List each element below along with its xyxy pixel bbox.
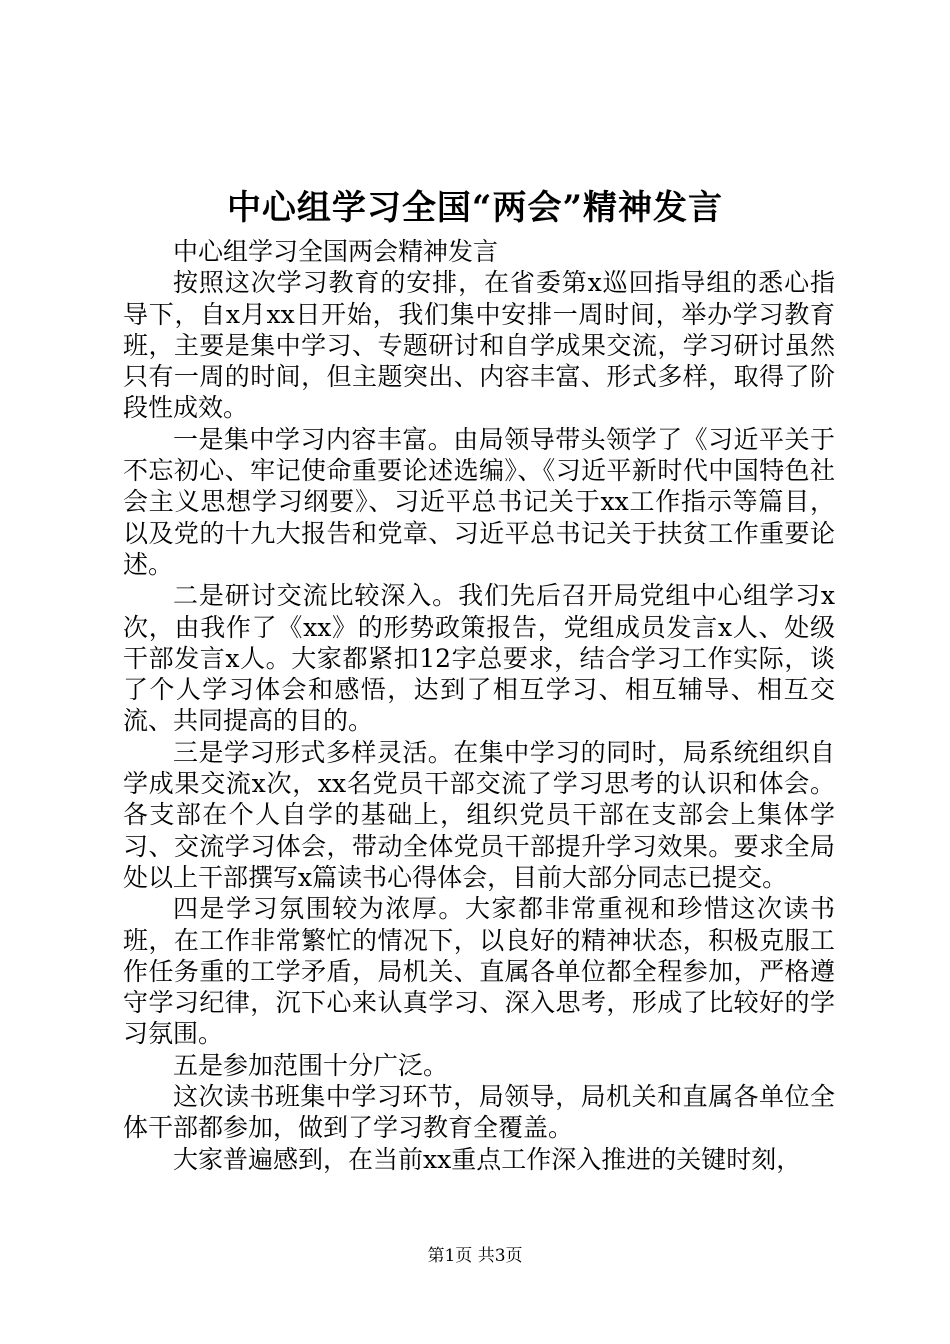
- paragraph-point-2: 二是研讨交流比较深入。我们先后召开局党组中心组学习x次，由我作了《xx》的形势政策报告，党组成员发言x人、处级干部发言x人。大家都紧扣12字总要求，结合学习工作实际，谈了个人学习体会和感悟，达到了相互学习、相互辅导、相互交流、共同提高的目的。: [123, 581, 835, 736]
- paragraph-conclusion-start: 大家普遍感到，在当前xx重点工作深入推进的关键时刻，: [173, 1144, 802, 1174]
- paragraph-point-3: 三是学习形式多样灵活。在集中学习的同时，局系统组织自学成果交流x次，xx名党员干部交流了学习思考的认识和体会。各支部在个人自学的基础上，组织党员干部在支部会上集体学习、交流学习体会，带动全体党员干部提升学习效果。要求全局处以上干部撰写x篇读书心得体会，目前大部分同志已提交。: [123, 737, 835, 892]
- paragraph-intro: 按照这次学习教育的安排，在省委第x巡回指导组的悉心指导下，自x月xx日开始，我们集中安排一周时间，举办学习教育班，主要是集中学习、专题研讨和自学成果交流，学习研讨虽然只有一周的时间，但主题突出、内容丰富、形式多样，取得了阶段性成效。: [123, 268, 835, 423]
- paragraph-coverage: 这次读书班集中学习环节，局领导，局机关和直属各单位全体干部都参加，做到了学习教育全覆盖。: [123, 1082, 835, 1143]
- paragraph-point-4: 四是学习氛围较为浓厚。大家都非常重视和珍惜这次读书班，在工作非常繁忙的情况下，以良好的精神状态，积极克服工作任务重的工学矛盾，局机关、直属各单位都全程参加，严格遵守学习纪律，沉下心来认真学习、深入思考，形成了比较好的学习氛围。: [123, 894, 835, 1049]
- page-footer: 第1页 共3页: [427, 1246, 523, 1266]
- paragraph-point-5: 五是参加范围十分广泛。: [173, 1050, 449, 1080]
- paragraph-point-1: 一是集中学习内容丰富。由局领导带头领学了《习近平关于不忘初心、牢记使命重要论述选编》、《习近平新时代中国特色社会主义思想学习纲要》、习近平总书记关于xx工作指示等篇目，以及党的十九大报告和党章、习近平总书记关于扶贫工作重要论述。: [123, 424, 835, 579]
- paragraph-subtitle: 中心组学习全国两会精神发言: [173, 237, 499, 266]
- document-title: 中心组学习全国“两会”精神发言: [226, 188, 724, 228]
- document-body: [123, 236, 835, 1175]
